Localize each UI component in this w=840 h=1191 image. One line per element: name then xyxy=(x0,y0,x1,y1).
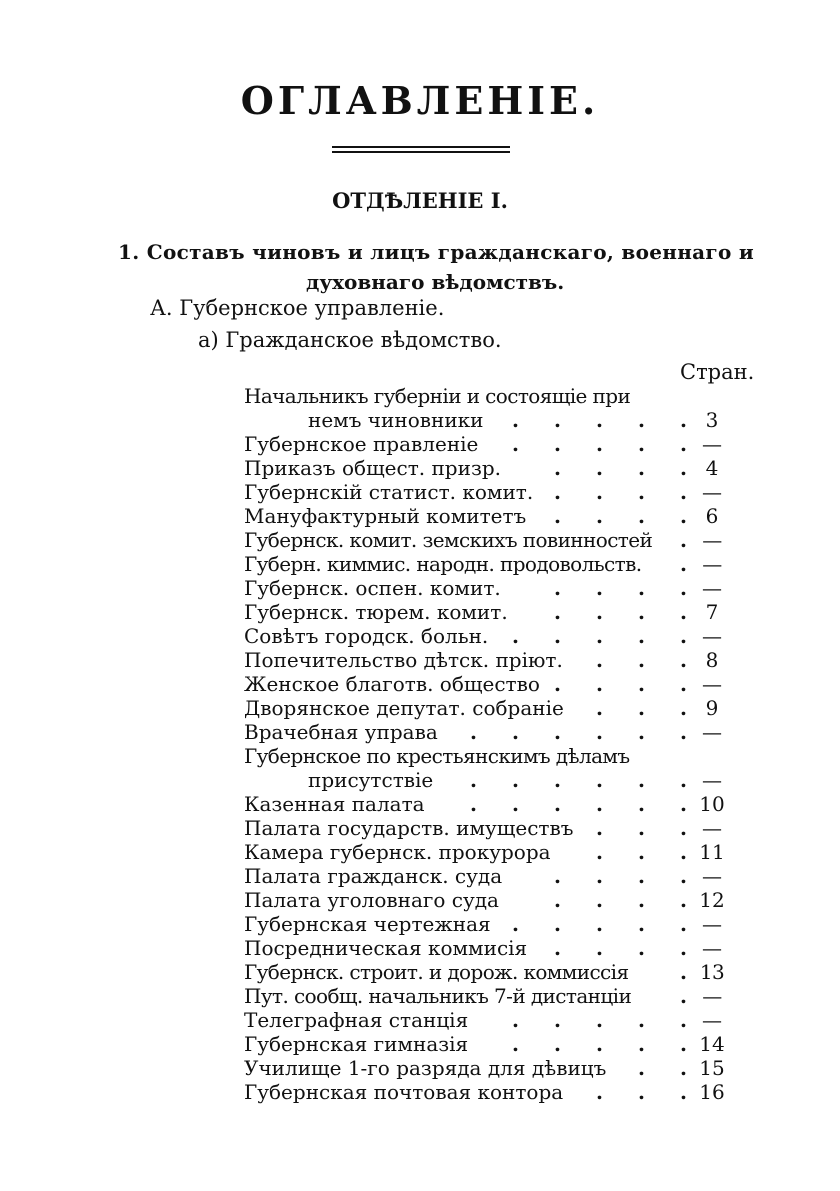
toc-entry-page: — xyxy=(702,624,722,648)
toc-entry-title: Губернское правленіе xyxy=(244,432,479,456)
toc-entries xyxy=(244,384,738,1104)
toc-entry-title: Губернская гимназія xyxy=(244,1032,469,1056)
toc-entry-page: — xyxy=(702,576,722,600)
toc-entry: Врачебная управа . . . . . . — xyxy=(244,720,738,744)
toc-entry-title: Губернское по крестьянскимъ дѣламъ xyxy=(244,744,630,768)
toc-entry-title: Губернская чертежная xyxy=(244,912,491,936)
toc-entry-title: Губернск. тюрем. комит. xyxy=(244,600,508,624)
toc-entry-title: Начальникъ губерніи и состоящіе при xyxy=(244,384,631,408)
toc-entry-title: Врачебная управа xyxy=(244,720,438,744)
toc-entry-page: 12 xyxy=(699,888,725,912)
title-rule-bottom xyxy=(332,151,510,153)
toc-entry-title: Палата уголовнаго суда xyxy=(244,888,499,912)
toc-entry-page: 10 xyxy=(699,792,725,816)
toc-entry-page: — xyxy=(702,984,722,1008)
toc-entry-page: 11 xyxy=(699,840,725,864)
toc-entry-page: 8 xyxy=(705,648,719,672)
toc-entry: Казенная палата . . . . . . 10 xyxy=(244,792,738,816)
toc-entry: Палата гражданск. суда . . . . — xyxy=(244,864,738,888)
toc-entry: Совѣтъ городск. больн. . . . . . — xyxy=(244,624,738,648)
toc-entry-page: — xyxy=(702,768,722,792)
toc-entry: Губернск. строит. и дорож. коммиссія . 13 xyxy=(244,960,738,984)
toc-entry-page: — xyxy=(702,912,722,936)
toc-entry: Губернская гимназія . . . . . 14 xyxy=(244,1032,738,1056)
toc-entry: Губернская чертежная . . . . . — xyxy=(244,912,738,936)
toc-entry-title: Камера губернск. прокурора xyxy=(244,840,551,864)
toc-entry-page: — xyxy=(702,528,722,552)
toc-entry-page: 15 xyxy=(699,1056,725,1080)
subsection-a-a: а) Гражданское вѣдомство. xyxy=(198,328,502,352)
toc-entry: Палата государств. имуществъ . . . — xyxy=(244,816,738,840)
toc-entry: Губернская почтовая контора . . . 16 xyxy=(244,1080,738,1104)
toc-entry-page: — xyxy=(702,720,722,744)
toc-entry: Дворянское депутат. собраніе . . . 9 xyxy=(244,696,738,720)
toc-entry-page: 16 xyxy=(699,1080,725,1104)
toc-entry: Губерн. киммис. народн. продовольств. . — xyxy=(244,552,738,576)
toc-entry: Палата уголовнаго суда . . . . 12 xyxy=(244,888,738,912)
toc-entry-page: 13 xyxy=(699,960,725,984)
toc-entry: Губернск. тюрем. комит. . . . . 7 xyxy=(244,600,738,624)
toc-entry: Попечительство дѣтск. пріют. . . . 8 xyxy=(244,648,738,672)
toc-entry-page: 9 xyxy=(705,696,719,720)
toc-entry: Мануфактурный комитетъ . . . . 6 xyxy=(244,504,738,528)
toc-entry-title: Пут. сообщ. начальникъ 7-й дистанціи xyxy=(244,984,632,1008)
toc-entry-page: — xyxy=(702,552,722,576)
toc-entry-title: Палата государств. имуществъ xyxy=(244,816,574,840)
subsection-a: А. Губернское управленіе. xyxy=(150,296,445,320)
toc-entry-title: Училище 1-го разряда для дѣвицъ xyxy=(244,1056,607,1080)
toc-entry: Женское благотв. общество . . . . — xyxy=(244,672,738,696)
toc-entry-title: Телеграфная станція xyxy=(244,1008,469,1032)
toc-entry xyxy=(244,744,738,768)
toc-entry-page: — xyxy=(702,480,722,504)
toc-entry-page: — xyxy=(702,672,722,696)
toc-entry-title: присутствіе xyxy=(308,768,434,792)
toc-entry: Губернское правленіе . . . . . — xyxy=(244,432,738,456)
toc-entry-title: Губернск. строит. и дорож. коммиссія xyxy=(244,960,629,984)
toc-entry-page: — xyxy=(702,432,722,456)
page-column-label: Стран. xyxy=(680,360,755,384)
toc-entry-page: 7 xyxy=(705,600,719,624)
chapter-heading-line1: 1. Составъ чиновъ и лицъ гражданскаго, военнаго и xyxy=(118,240,755,264)
toc-entry-page: 4 xyxy=(705,456,719,480)
toc-entry-title: Посредническая коммисія xyxy=(244,936,528,960)
toc-entry-title: Женское благотв. общество xyxy=(244,672,540,696)
toc-entry-page: 14 xyxy=(699,1032,725,1056)
toc-entry: немъ чиновники . . . . . 3 xyxy=(244,408,738,432)
toc-entry-title: Палата гражданск. суда xyxy=(244,864,503,888)
toc-entry-title: Губерн. киммис. народн. продовольств. xyxy=(244,552,642,576)
chapter-heading-line2: духовнаго вѣдомствъ. xyxy=(306,270,565,294)
toc-entry-title: Дворянское депутат. собраніе xyxy=(244,696,564,720)
toc-entry-page: — xyxy=(702,936,722,960)
toc-entry xyxy=(244,384,738,408)
toc-entry: Камера губернск. прокурора . . . 11 xyxy=(244,840,738,864)
toc-entry-title: Мануфактурный комитетъ xyxy=(244,504,527,528)
toc-entry: Губернск. оспен. комит. . . . . — xyxy=(244,576,738,600)
toc-entry-title: Совѣтъ городск. больн. xyxy=(244,624,489,648)
toc-entry-page: 6 xyxy=(705,504,719,528)
toc-entry-title: Приказъ общест. призр. xyxy=(244,456,502,480)
toc-entry-title: Казенная палата xyxy=(244,792,425,816)
toc-entry: Посредническая коммисія . . . . — xyxy=(244,936,738,960)
toc-entry: Губернскій статист. комит. . . . . — xyxy=(244,480,738,504)
toc-entry: Губернск. комит. земскихъ повинностей . — xyxy=(244,528,738,552)
toc-entry-page: — xyxy=(702,816,722,840)
toc-entry-title: Губернск. комит. земскихъ повинностей xyxy=(244,528,653,552)
page-title: ОГЛАВЛЕНІЕ. xyxy=(240,78,600,123)
toc-entry-page: — xyxy=(702,864,722,888)
toc-entry: Училище 1-го разряда для дѣвицъ . . 15 xyxy=(244,1056,738,1080)
section-heading: ОТДѢЛЕНІЕ I. xyxy=(332,188,508,213)
toc-entry-title: Попечительство дѣтск. пріют. xyxy=(244,648,563,672)
title-rule-top xyxy=(332,146,510,148)
toc-entry-title: Губернскій статист. комит. xyxy=(244,480,534,504)
toc-entry: Телеграфная станція . . . . . — xyxy=(244,1008,738,1032)
toc-entry-title: немъ чиновники xyxy=(308,408,484,432)
toc-entry: присутствіе . . . . . . — xyxy=(244,768,738,792)
toc-entry-page: — xyxy=(702,1008,722,1032)
toc-entry: Пут. сообщ. начальникъ 7-й дистанціи . — xyxy=(244,984,738,1008)
toc-entry-title: Губернск. оспен. комит. xyxy=(244,576,501,600)
toc-entry-page: 3 xyxy=(705,408,719,432)
toc-entry-title: Губернская почтовая контора xyxy=(244,1080,564,1104)
toc-entry: Приказъ общест. призр. . . . . 4 xyxy=(244,456,738,480)
